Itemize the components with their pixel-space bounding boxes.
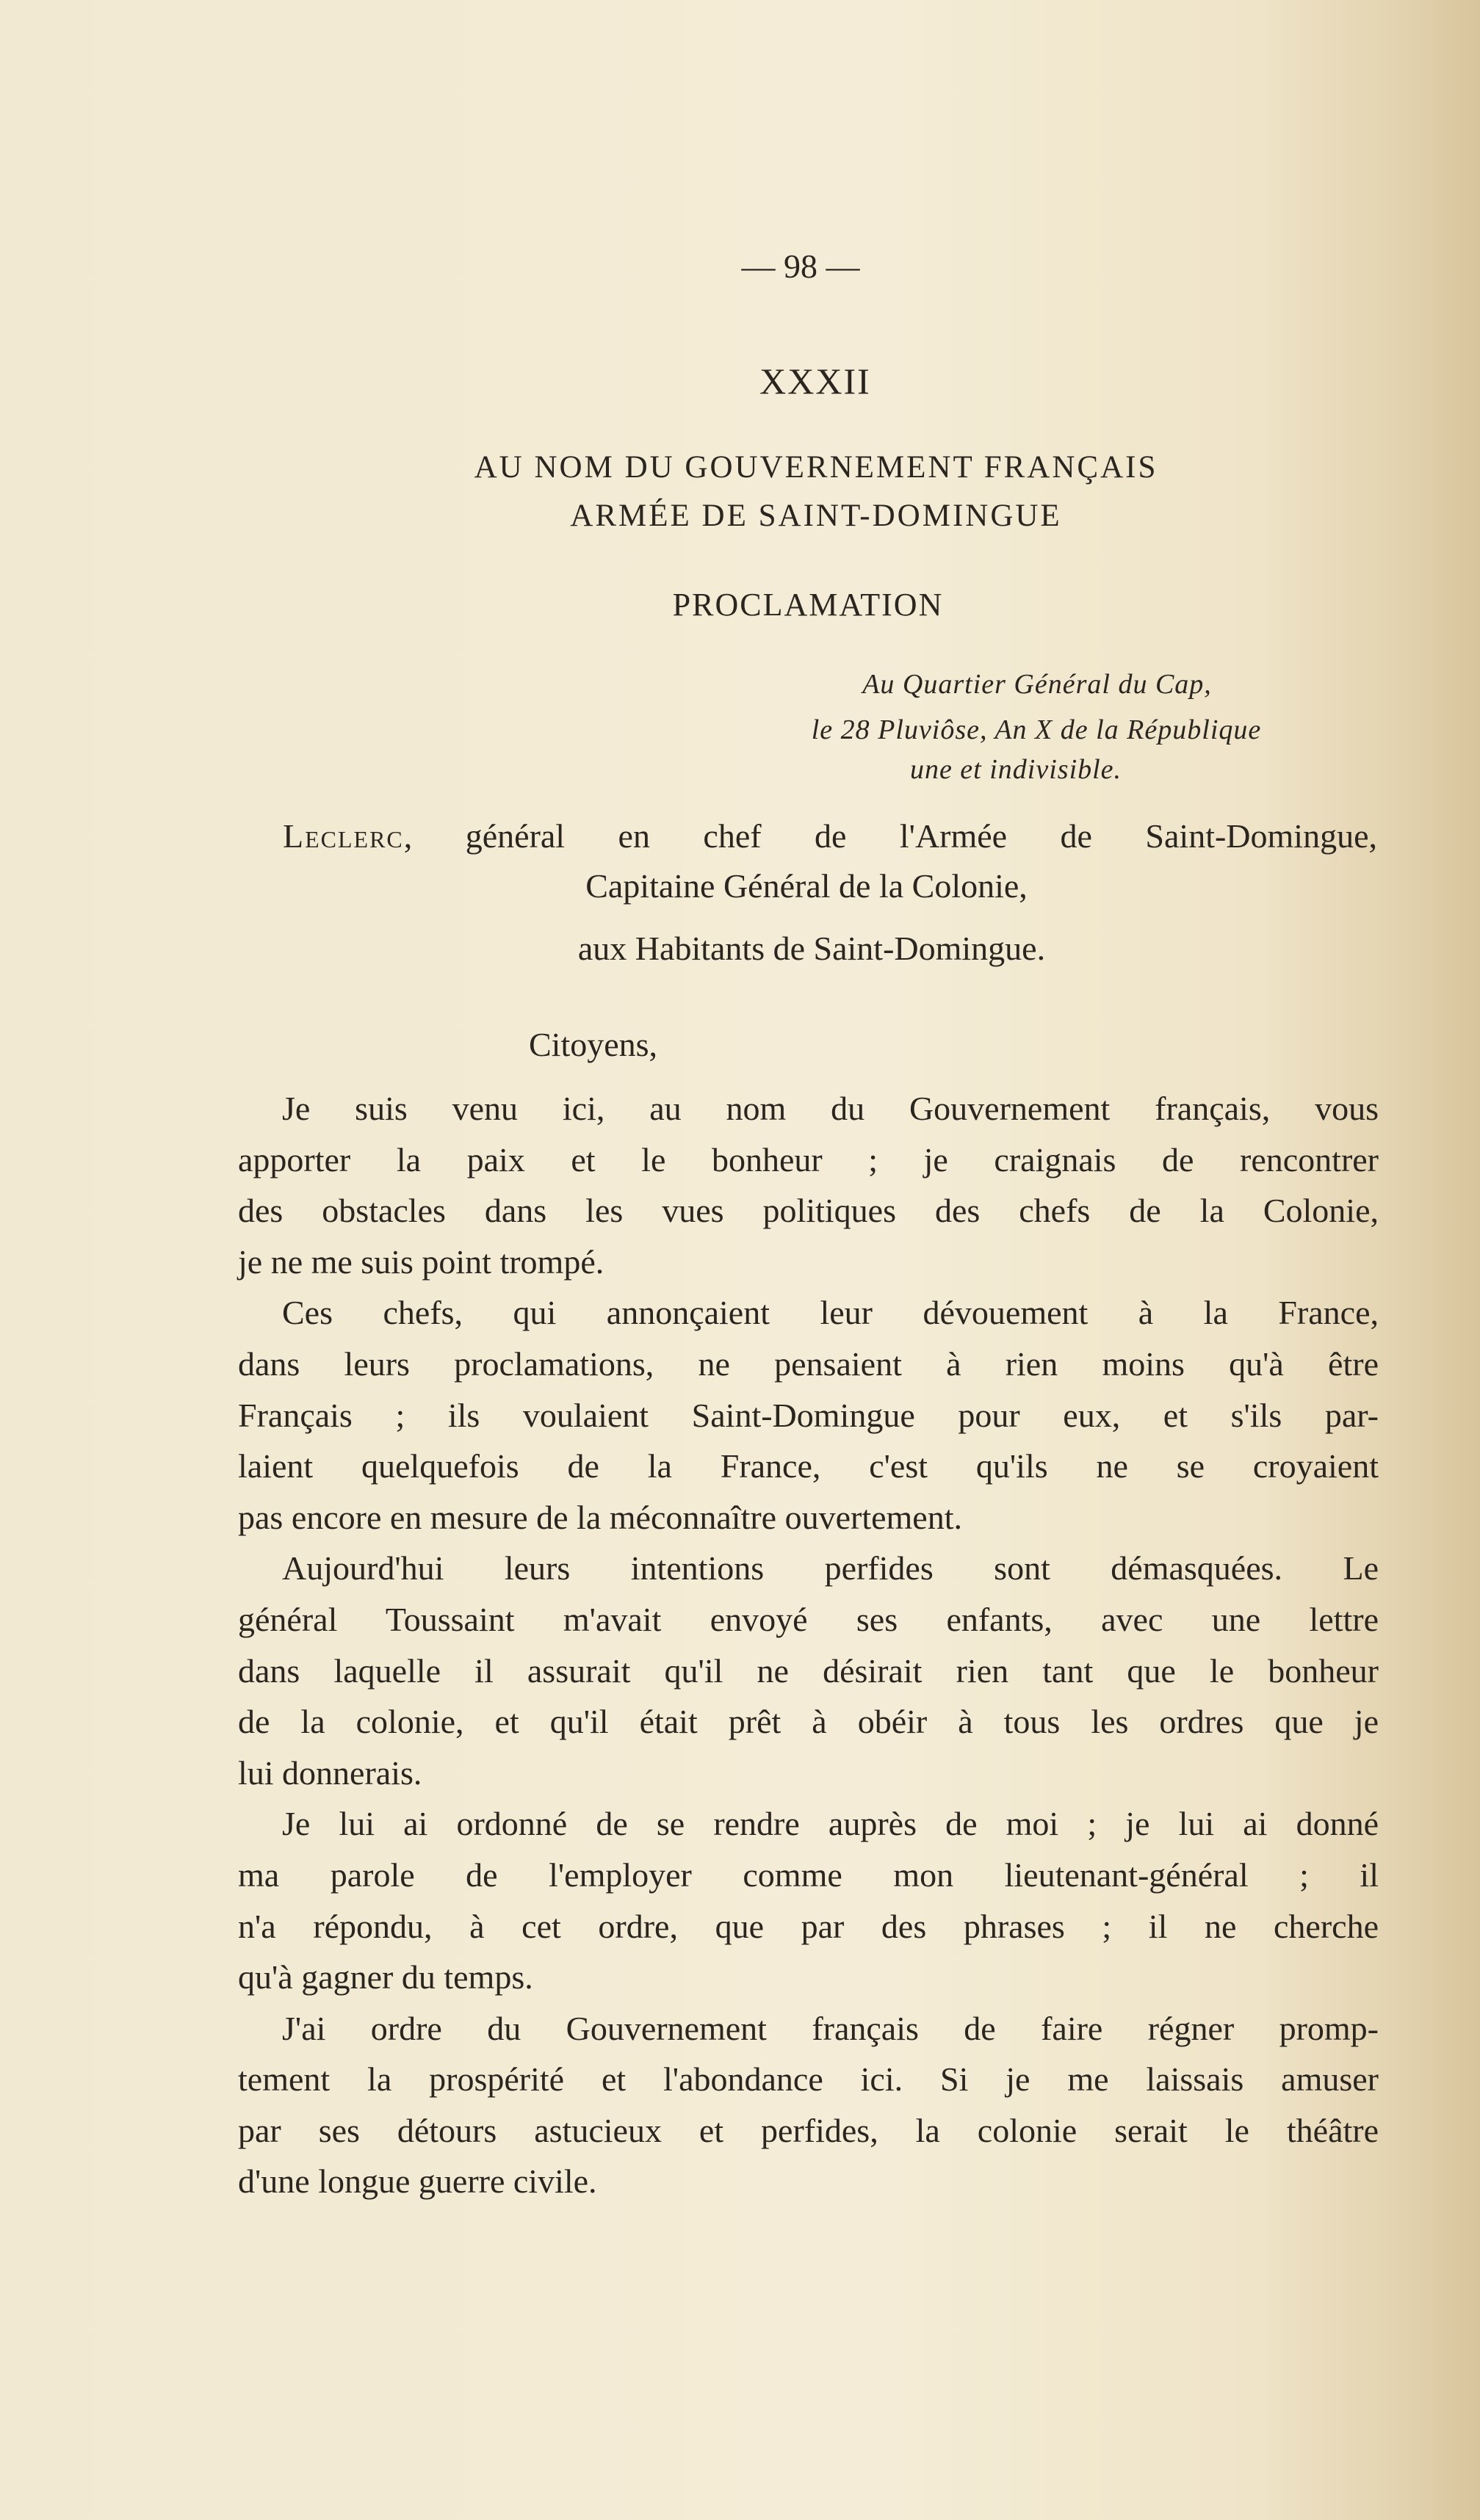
dateline: Au Quartier Général du Cap, xyxy=(862,669,1212,700)
paragraph-line: pas encore en mesure de la méconnaître ouvertement. xyxy=(238,1498,962,1536)
body-text xyxy=(238,1083,1379,2207)
paragraph-line: qu'à gagner du temps. xyxy=(238,1958,533,1996)
author-line: Capitaine Général de la Colonie, xyxy=(585,867,1028,905)
paragraph-line: de la colonie, et qu'il était prêt à obéir à tous les ordres que je xyxy=(238,1703,1379,1741)
addressee-line: aux Habitants de Saint-Domingue. xyxy=(577,930,1046,967)
paragraph-line: Aujourd'hui leurs intentions perfides sont démasquées. Le xyxy=(282,1549,1379,1587)
paragraph-line: des obstacles dans les vues politiques des chefs de la Colonie, xyxy=(238,1192,1379,1230)
salutation: Citoyens, xyxy=(529,1026,658,1063)
paragraph-line: dans laquelle il assurait qu'il ne désirait rien tant que le bonheur xyxy=(238,1651,1379,1690)
paragraph-line: laient quelquefois de la France, c'est qu'ils ne se croyaient xyxy=(238,1447,1379,1485)
chapter-number: XXXII xyxy=(759,361,871,402)
author-line xyxy=(283,817,1377,855)
paragraph-line: J'ai ordre du Gouvernement français de faire régner promp- xyxy=(282,2009,1379,2047)
dateline: une et indivisible. xyxy=(909,754,1122,785)
heading-line: ARMÉE DE SAINT-DOMINGUE xyxy=(570,499,1062,533)
paragraph-line: d'une longue guerre civile. xyxy=(238,2162,597,2201)
author-name: Leclerc xyxy=(283,817,404,855)
paragraph-line: Je lui ai ordonné de se rendre auprès de moi ; je lui ai donné xyxy=(282,1805,1379,1843)
paragraph-line: Français ; ils voulaient Saint-Domingue pour eux, et s'ils par- xyxy=(238,1396,1379,1434)
author-title: , général en chef de l'Armée de Saint-Domingue, xyxy=(403,817,1377,855)
heading-line: AU NOM DU GOUVERNEMENT FRANÇAIS xyxy=(474,450,1158,485)
paragraph-line: général Toussaint m'avait envoyé ses enfants, avec une lettre xyxy=(238,1600,1379,1638)
paragraph-line: dans leurs proclamations, ne pensaient à rien moins qu'à être xyxy=(238,1344,1379,1383)
paragraph-line: apporter la paix et le bonheur ; je craignais de rencontrer xyxy=(238,1140,1379,1178)
paragraph-line: je ne me suis point trompé. xyxy=(238,1242,604,1281)
paragraph-line: n'a répondu, à cet ordre, que par des phrases ; il ne cherche xyxy=(238,1907,1379,1945)
paragraph-line: lui donnerais. xyxy=(238,1753,422,1792)
paragraph-line: par ses détours astucieux et perfides, la colonie serait le théâtre xyxy=(238,2111,1379,2149)
paragraph-line: tement la prospérité et l'abondance ici. Si je me laissais amuser xyxy=(238,2060,1379,2099)
page-number: — 98 — xyxy=(741,247,860,285)
document-title: PROCLAMATION xyxy=(672,587,944,623)
paragraph-line: ma parole de l'employer comme mon lieutenant-général ; il xyxy=(238,1855,1379,1894)
paragraph-line: Ces chefs, qui annonçaient leur dévouement à la France, xyxy=(282,1294,1379,1332)
dateline: le 28 Pluviôse, An X de la République xyxy=(811,714,1262,745)
paragraph-line: Je suis venu ici, au nom du Gouvernement français, vous xyxy=(282,1090,1379,1127)
